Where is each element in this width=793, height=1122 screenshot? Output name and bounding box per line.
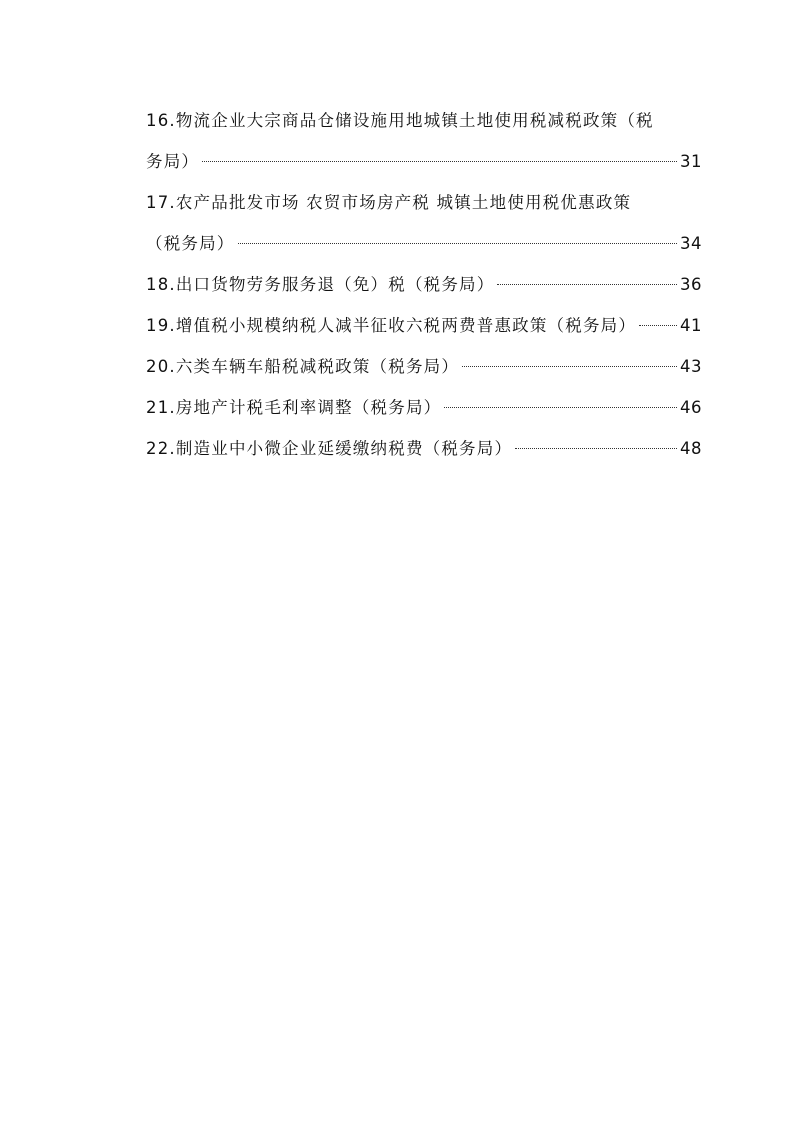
dot-leader [497, 284, 677, 285]
dot-leader [462, 366, 677, 367]
toc-entry-label: 18.出口货物劳务服务退（免）税（税务局） [146, 275, 495, 294]
toc-entry-17-line1: 17.农产品批发市场 农贸市场房产税 城镇土地使用税优惠政策 [146, 193, 632, 212]
toc-entry-22[interactable] [146, 428, 702, 469]
toc-entry-label: 务局） [146, 152, 200, 171]
toc-page-number: 46 [680, 398, 702, 417]
toc-entry-16[interactable] [146, 141, 702, 182]
dot-leader [444, 407, 677, 408]
toc-entry-label: 20.六类车辆车船税减税政策（税务局） [146, 357, 460, 376]
toc-page-number: 36 [680, 275, 702, 294]
table-of-contents [146, 100, 706, 469]
toc-entry-17[interactable] [146, 223, 702, 264]
toc-entry-18[interactable] [146, 264, 702, 305]
toc-entry-21[interactable] [146, 387, 702, 428]
toc-entry-label: 19.增值税小规模纳税人减半征收六税两费普惠政策（税务局） [146, 316, 637, 335]
toc-page-number: 41 [680, 316, 702, 335]
toc-entry-16-line1: 16.物流企业大宗商品仓储设施用地城镇土地使用税减税政策（税 [146, 111, 654, 130]
toc-entry-20[interactable] [146, 346, 702, 387]
toc-entry-19[interactable] [146, 305, 702, 346]
dot-leader [515, 448, 677, 449]
toc-page-number: 43 [680, 357, 702, 376]
dot-leader [202, 161, 677, 162]
dot-leader [639, 325, 677, 326]
dot-leader [238, 243, 678, 244]
toc-entry-label: 21.房地产计税毛利率调整（税务局） [146, 398, 442, 417]
toc-page-number: 31 [680, 152, 702, 171]
toc-page-number: 48 [680, 439, 702, 458]
toc-entry-label: 22.制造业中小微企业延缓缴纳税费（税务局） [146, 439, 513, 458]
toc-page-number: 34 [680, 234, 702, 253]
toc-entry-label: （税务局） [146, 234, 235, 253]
